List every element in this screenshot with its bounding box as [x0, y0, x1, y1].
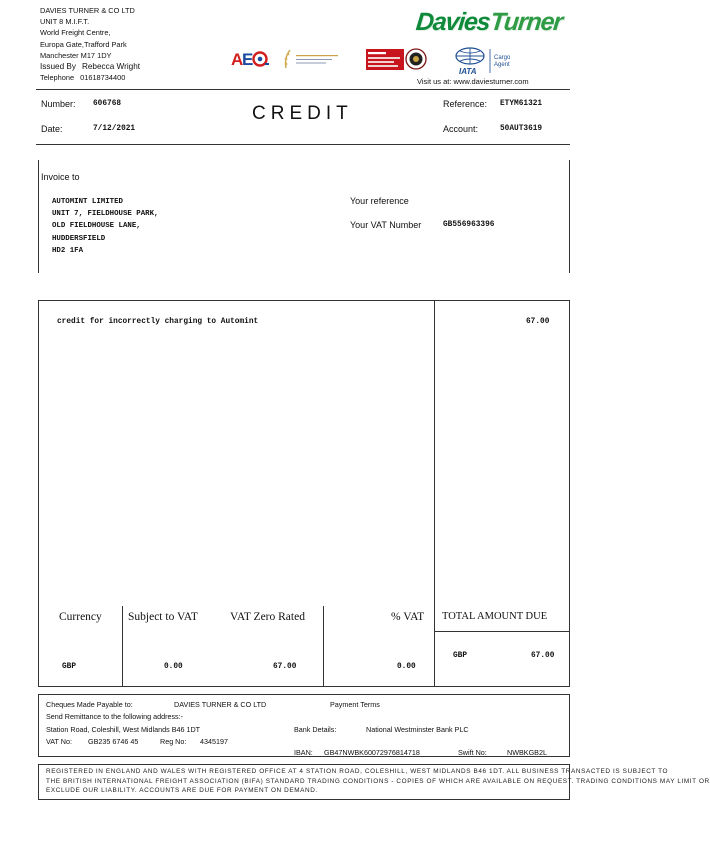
document-title: CREDIT: [252, 103, 353, 124]
swift-value: NWBKGB2L: [507, 748, 547, 757]
reference-value: ETYM61321: [500, 100, 543, 108]
aeo-logo: [231, 46, 271, 72]
account-value: 50AUT3619: [500, 125, 543, 133]
issued-by-label: Issued By: [40, 62, 76, 72]
number-value: 606768: [93, 100, 122, 108]
telephone-row: [40, 72, 140, 83]
address-line: OLD FIELDHOUSE LANE,: [52, 222, 141, 231]
issued-by-value: Rebecca Wright: [81, 62, 141, 72]
company-address-line: Europa Gate,Trafford Park: [40, 39, 127, 49]
davies-turner-logo: [414, 8, 563, 37]
iban-label: IBAN:: [294, 748, 313, 757]
brand-word-1: Davies: [414, 8, 491, 36]
bank-name: National Westminster Bank PLC: [366, 725, 469, 734]
line-item-amount: 67.00: [526, 318, 550, 326]
laurel-emblem-icon: [282, 46, 342, 72]
svg-text:Agent: Agent: [494, 62, 510, 68]
address-line: HUDDERSFIELD: [52, 234, 106, 243]
total-value: 67.00: [531, 652, 555, 660]
subject-to-vat-value: 0.00: [164, 663, 183, 671]
legal-line: THE BRITISH INTERNATIONAL FREIGHT ASSOCIATION (BIFA) STANDARD TRADING CONDITIONS - COPIES OF WHICH ARE AVAILABLE ON REQUEST. TRADING CONDITIONS MAY LIMIT OR: [46, 777, 710, 785]
iata-globe-icon: [452, 46, 542, 76]
company-block: [40, 5, 140, 83]
legal-line: EXCLUDE OUR LIABILITY. ACCOUNTS ARE DUE FOR PAYMENT ON DEMAND.: [46, 787, 318, 795]
currency-value: GBP: [62, 663, 77, 671]
total-currency-value: GBP: [453, 652, 468, 660]
invoice-box-left: [38, 160, 39, 273]
website-notice: Visit us at: www.daviesturner.com: [417, 77, 529, 86]
summary-divider: [323, 606, 324, 687]
doc-header-rule: [36, 144, 570, 145]
vat-zero-rated-value: 67.00: [273, 663, 297, 671]
address-line: HD2 1FA: [52, 246, 84, 255]
telephone-value: 01618734400: [80, 73, 126, 83]
your-vat-value: GB556963396: [443, 221, 495, 229]
issued-by-row: [40, 61, 140, 72]
currency-header: Currency: [59, 611, 102, 623]
swift-label: Swift No:: [458, 748, 487, 757]
line-items-box: [38, 300, 570, 687]
vat-no-label: VAT No:: [46, 737, 72, 746]
vat-zero-rated-header: VAT Zero Rated: [230, 611, 305, 623]
reg-no-value: 4345197: [200, 737, 228, 746]
brand-word-2: Turner: [488, 8, 564, 36]
line-item-description: credit for incorrectly charging to Automint: [57, 318, 259, 326]
address-line: AUTOMINT LIMITED: [52, 198, 123, 206]
amount-column-divider: [434, 300, 435, 687]
vat-no-value: GB235 6746 45: [88, 737, 139, 746]
reg-no-label: Reg No:: [160, 737, 187, 746]
bank-details-label: Bank Details:: [294, 725, 337, 734]
payment-terms-label: Payment Terms: [330, 700, 380, 709]
invoice-to-label: Invoice to: [41, 172, 80, 182]
vat-value: 0.00: [397, 663, 416, 671]
header-rule: [36, 89, 570, 90]
iban-value: GB47NWBK60072976814718: [324, 748, 420, 757]
company-name: DAVIES TURNER & CO LTD: [40, 6, 135, 15]
invoice-box-right: [569, 160, 570, 273]
svg-text:Cargo: Cargo: [494, 55, 511, 61]
quality-award-logo: [282, 46, 342, 72]
iata-label: IATA: [459, 67, 477, 76]
cheques-payee: DAVIES TURNER & CO LTD: [174, 700, 267, 709]
reference-label: Reference:: [443, 99, 488, 109]
invoice-address: [52, 196, 158, 257]
company-address-line: World Freight Centre,: [40, 28, 111, 38]
remittance-address: Station Road, Coleshill, West Midlands B46 1DT: [46, 725, 201, 734]
telephone-label: Telephone: [40, 73, 75, 83]
subject-to-vat-header: Subject to VAT: [128, 611, 198, 623]
legal-line: REGISTERED IN ENGLAND AND WALES WITH REGISTERED OFFICE AT 4 STATION ROAD, COLESHILL, WEST MIDLANDS B46 1DT. ALL BUSINESS TRANSACTED IS SUBJECT TO: [46, 768, 669, 775]
svg-text:A: A: [231, 50, 244, 69]
iso-certification-logo: [366, 46, 432, 72]
vat-percent-header: % VAT: [391, 611, 425, 623]
date-label: Date:: [41, 124, 63, 134]
total-box-top: [434, 631, 570, 632]
summary-divider: [122, 606, 123, 687]
iata-cargo-agent-logo: [452, 46, 542, 76]
company-address-line: UNIT 8 M.I.F.T.: [40, 17, 90, 27]
number-label: Number:: [41, 99, 76, 109]
remittance-label: Send Remittance to the following address:-: [46, 712, 184, 721]
legal-text: [46, 767, 710, 796]
date-value: 7/12/2021: [93, 125, 136, 133]
your-reference-label: Your reference: [350, 196, 409, 206]
svg-text:E: E: [242, 50, 254, 69]
account-label: Account:: [443, 124, 479, 134]
your-vat-label: Your VAT Number: [350, 220, 422, 230]
total-amount-due-header: TOTAL AMOUNT DUE: [442, 611, 548, 622]
address-line: UNIT 7, FIELDHOUSE PARK,: [52, 210, 159, 219]
aeo-emblem-icon: [231, 46, 271, 72]
cheques-label: Cheques Made Payable to:: [46, 700, 133, 709]
company-address-line: Manchester M17 1DY: [40, 50, 112, 60]
bureau-veritas-icon: [366, 46, 432, 72]
